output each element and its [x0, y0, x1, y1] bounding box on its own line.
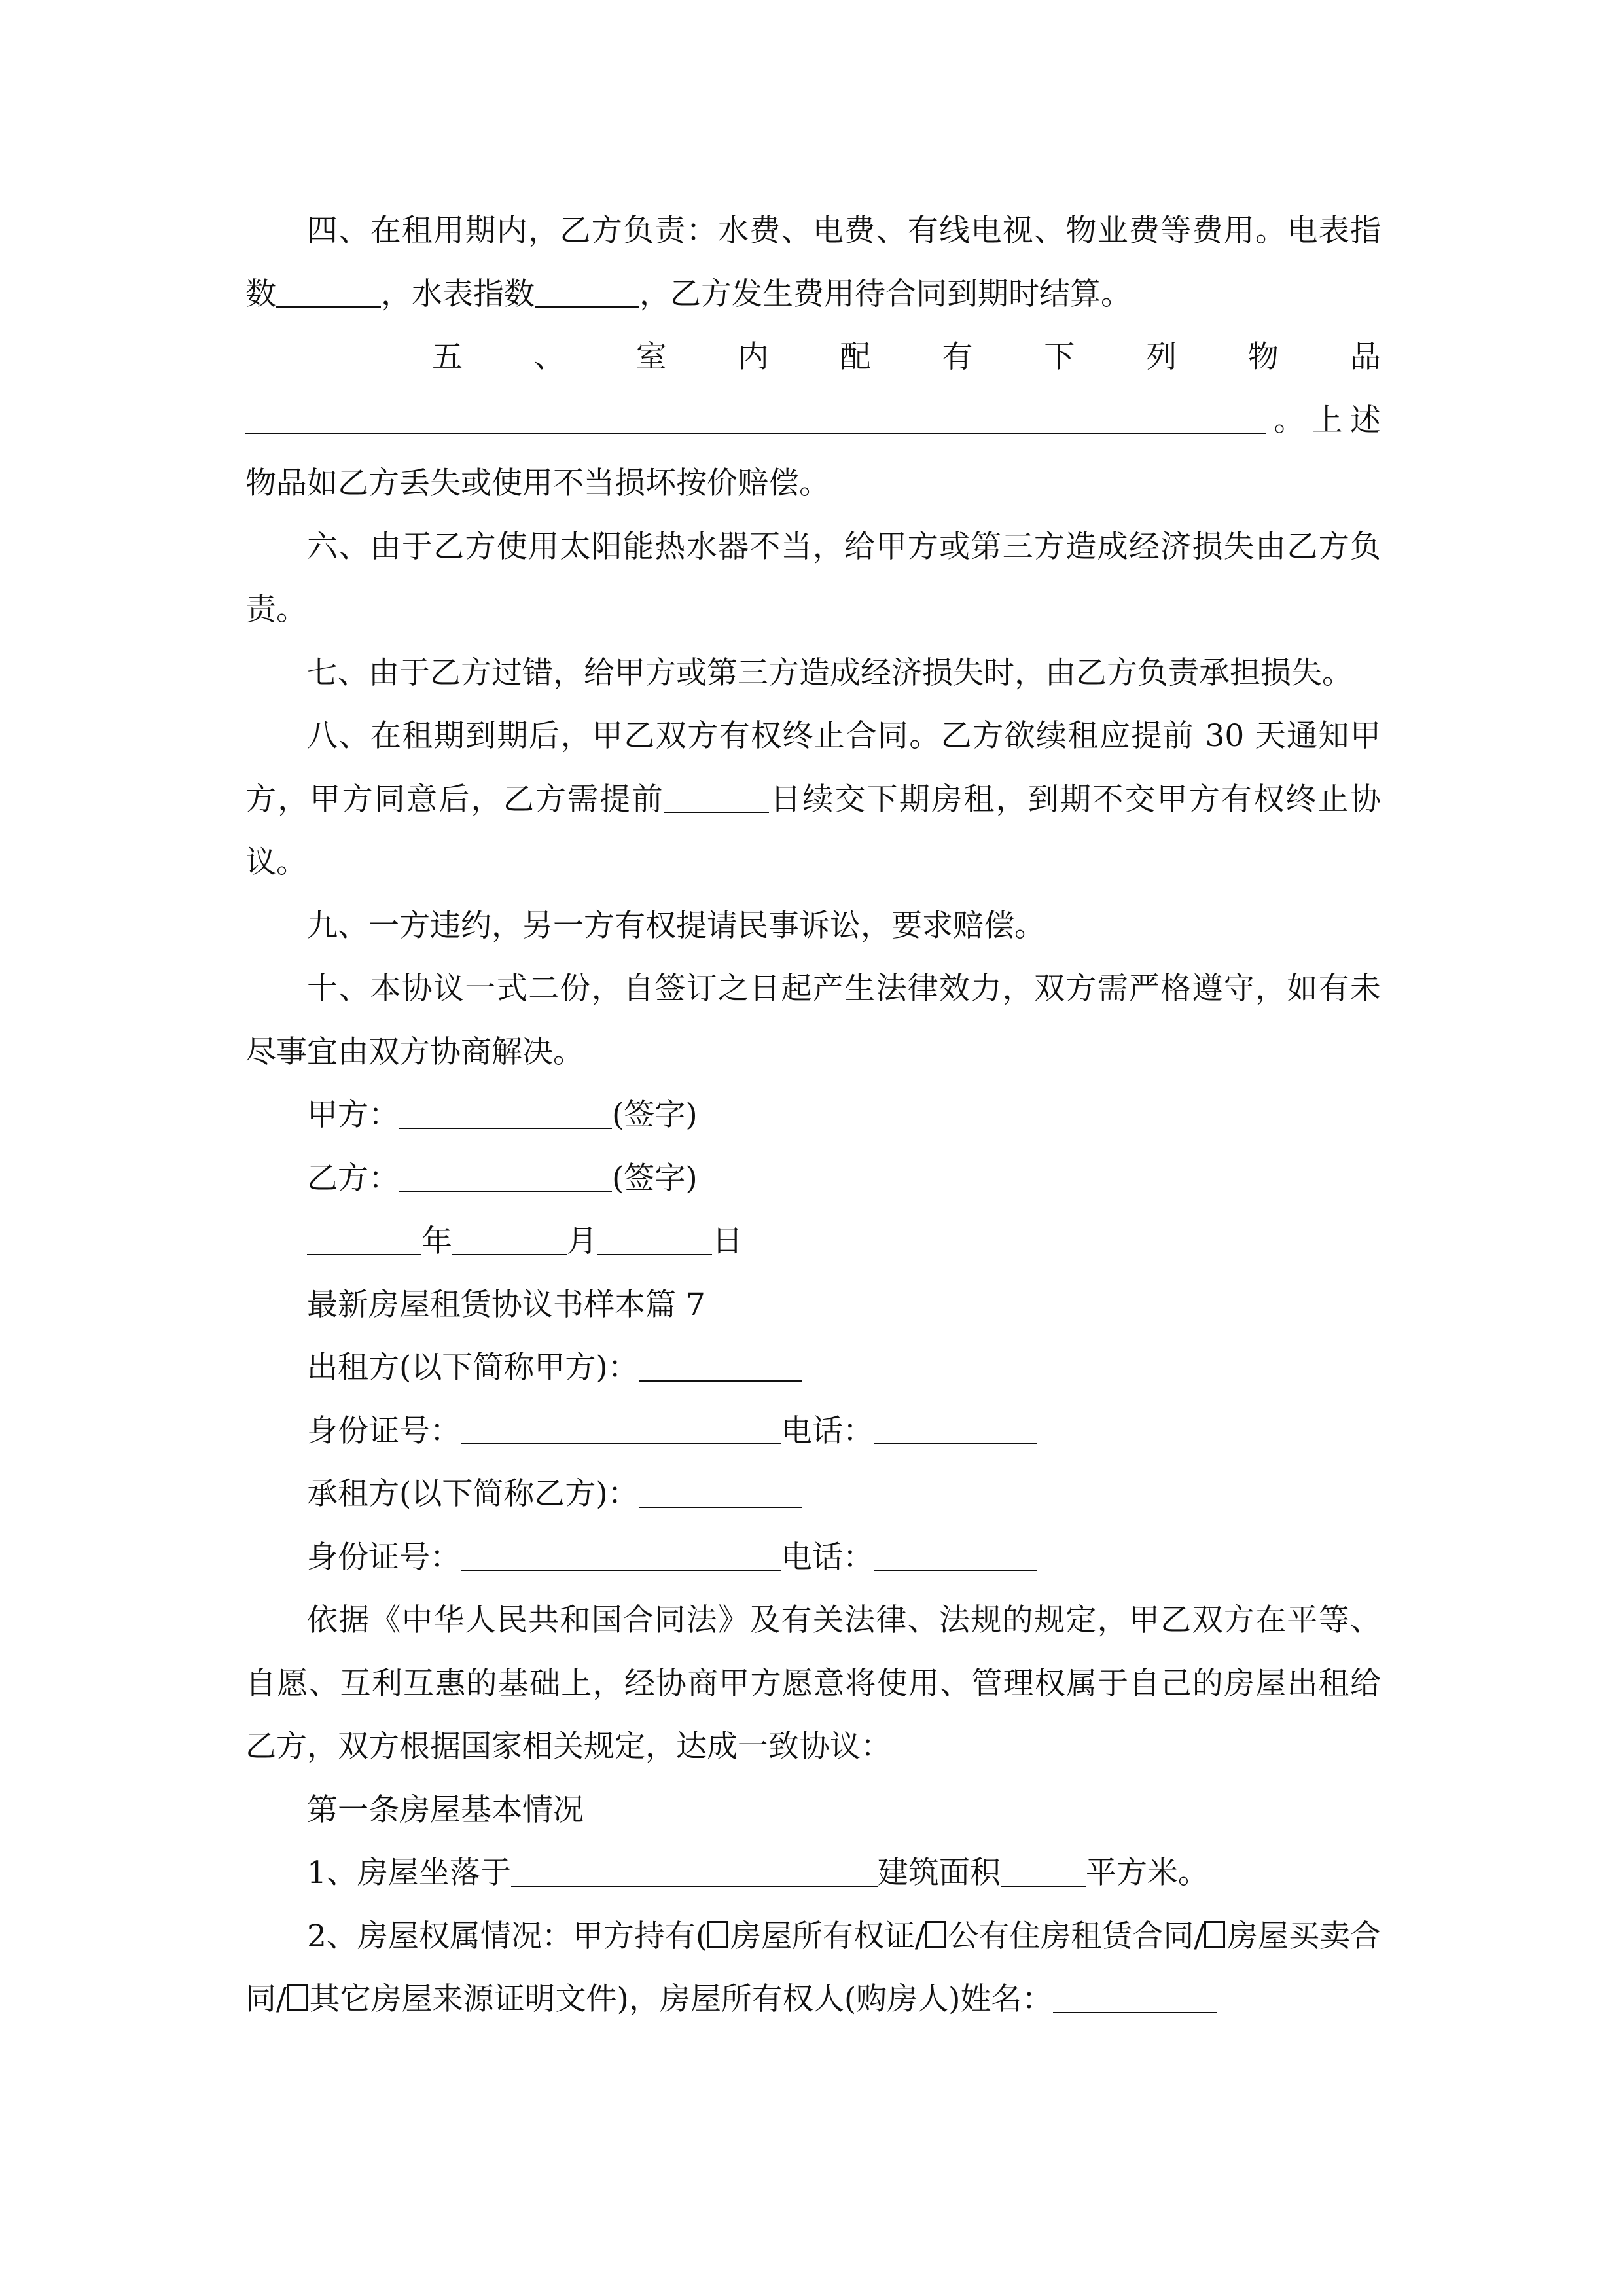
lessor-id-line: [245, 1400, 1381, 1463]
lessor-phone-blank[interactable]: [874, 1412, 1037, 1444]
article-1-title: 第一条房屋基本情况: [307, 1791, 584, 1828]
party-b-signature-blank[interactable]: [399, 1160, 612, 1192]
clause-5-char: 内: [738, 339, 769, 375]
item-1-text-b: 建筑面积: [877, 1855, 1001, 1891]
lessor-id-blank[interactable]: [461, 1412, 781, 1444]
lessor-phone-label: 电话：: [781, 1412, 874, 1449]
location-blank[interactable]: [511, 1855, 878, 1887]
furnishings-list-blank[interactable]: [245, 402, 1266, 434]
clause-5-char: 、: [533, 339, 565, 375]
lessee-id-blank[interactable]: [461, 1539, 781, 1571]
month-blank[interactable]: [452, 1223, 567, 1255]
option-other-proof: 其它房屋来源证明文件)，房屋所有权人(购房人)姓名：: [309, 1981, 1053, 2017]
party-a-signature-blank[interactable]: [399, 1097, 612, 1129]
clause-5-char: 五: [432, 339, 463, 375]
lessor-id-label: 身份证号：: [307, 1412, 461, 1449]
clause-4-text-a: 四、在租用期内，乙方负责：水费、电费、有线电视、物业费等费用。电表指数: [245, 213, 1381, 312]
clause-5-char: 列: [1146, 339, 1177, 375]
checkbox-public-housing-lease[interactable]: [925, 1921, 946, 1948]
party-a-label: 甲方：: [307, 1097, 399, 1133]
preamble: 依据《中华人民共和国合同法》及有关法律、法规的规定，甲乙双方在平等、自愿、互利互惠的基础上，经协商甲方愿意将使用、管理权属于自己的房屋出租给乙方，双方根据国家相关规定，达成一致协议：: [245, 1602, 1381, 1765]
checkbox-other-proof[interactable]: [287, 1984, 308, 2011]
clause-5-text: 。上述物品如乙方丢失或使用不当损坏按价赔偿。: [245, 402, 1381, 501]
day-blank[interactable]: [597, 1223, 712, 1255]
option-purchase-contract: 房屋买卖合同/: [245, 1918, 1381, 2017]
lessor-label: 出租方(以下简称甲方)：: [307, 1350, 639, 1386]
lessee-phone-blank[interactable]: [874, 1539, 1037, 1571]
lessee-phone-label: 电话：: [781, 1539, 874, 1575]
checkbox-purchase-contract[interactable]: [1204, 1921, 1225, 1948]
lessor-line: [245, 1336, 1381, 1400]
lessee-label: 承租方(以下简称乙方)：: [307, 1476, 639, 1512]
document-page: [245, 200, 1381, 2032]
clause-6: 六、由于乙方使用太阳能热水器不当，给甲方或第三方造成经济损失由乙方负责。: [245, 528, 1381, 628]
month-label: 月: [567, 1223, 597, 1259]
lessee-line: [245, 1463, 1381, 1526]
electric-meter-blank[interactable]: [276, 276, 381, 308]
checkbox-ownership-cert[interactable]: [707, 1921, 728, 1948]
party-b-label: 乙方：: [307, 1160, 399, 1196]
lessor-name-blank[interactable]: [639, 1350, 802, 1382]
clause-8: [245, 705, 1381, 895]
owner-name-blank[interactable]: [1053, 1981, 1217, 2013]
clause-5-char: 配: [840, 339, 871, 375]
clause-4-text-b: ，水表指数: [381, 276, 535, 312]
sign-note: (签字): [612, 1097, 698, 1133]
item-1: [245, 1842, 1381, 1905]
clause-8-text-a: 八、在租期到期后，甲乙双方有权终止合同。乙方欲续租应提前 30 天通知甲方，甲方同意后，乙方需提前: [245, 718, 1381, 817]
clause-5-char: 下: [1044, 339, 1075, 375]
clause-4: [245, 200, 1381, 326]
lessee-name-blank[interactable]: [639, 1476, 802, 1508]
year-label: 年: [421, 1223, 452, 1259]
option-ownership-cert: 房屋所有权证/: [730, 1918, 925, 1954]
date-line: [245, 1210, 1381, 1274]
party-b-signature-line: [245, 1147, 1381, 1211]
option-public-housing-lease: 公有住房租赁合同/: [948, 1918, 1205, 1954]
clause-5-heading: [245, 326, 1381, 389]
area-blank[interactable]: [1001, 1855, 1086, 1887]
clause-7: 七、由于乙方过错，给甲方或第三方造成经济损失时，由乙方负责承担损失。: [307, 655, 1353, 691]
lessee-id-line: [245, 1526, 1381, 1590]
water-meter-blank[interactable]: [535, 276, 639, 308]
rent-advance-days-blank[interactable]: [664, 781, 769, 813]
clause-9: 九、一方违约，另一方有权提请民事诉讼，要求赔偿。: [307, 907, 1045, 944]
clause-10: 十、本协议一式二份，自签订之日起产生法律效力，双方需严格遵守，如有未尽事宜由双方协商解决。: [245, 971, 1381, 1070]
clause-4-text-c: ，乙方发生费用待合同到期时结算。: [639, 276, 1132, 312]
day-label: 日: [712, 1223, 743, 1259]
item-1-text-a: 1、房屋坐落于: [307, 1855, 511, 1891]
sign-note: (签字): [612, 1160, 698, 1196]
party-a-signature-line: [245, 1084, 1381, 1147]
section-title: 最新房屋租赁协议书样本篇 7: [307, 1286, 705, 1323]
item-1-text-c: 平方米。: [1085, 1855, 1209, 1891]
item-2: [245, 1905, 1381, 2032]
clause-5-char: 室: [635, 339, 667, 375]
year-blank[interactable]: [307, 1223, 421, 1255]
clause-5-char: 物: [1248, 339, 1279, 375]
clause-5-body: [245, 389, 1381, 516]
clause-5-char: 品: [1349, 339, 1381, 375]
item-2-text-a: 2、房屋权属情况：甲方持有(: [307, 1918, 708, 1954]
clause-5-char: 有: [942, 339, 973, 375]
clause-8-text-b: 日续交下期房租，到期不交甲方有权终止协议。: [245, 781, 1381, 880]
lessee-id-label: 身份证号：: [307, 1539, 461, 1575]
